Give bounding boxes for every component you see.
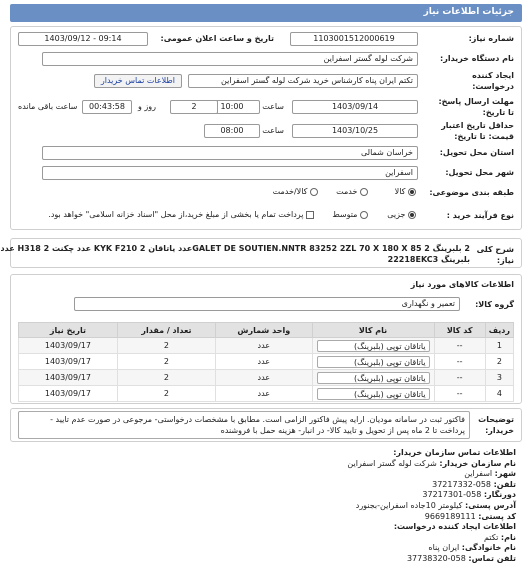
creator-section-title: اطلاعات ایجاد کننده درخواست: bbox=[393, 522, 516, 532]
contact-city: شهر: اسفراین bbox=[464, 469, 516, 479]
items-section-title: اطلاعات کالاهای مورد نیاز bbox=[410, 280, 514, 289]
item-name-cell bbox=[312, 338, 434, 354]
table-row bbox=[19, 386, 514, 402]
validity-label: حداقل تاریخ اعتبار قیمت: تا تاریخ: bbox=[441, 121, 514, 141]
row-number: 2 bbox=[485, 354, 513, 370]
page-header bbox=[10, 4, 522, 22]
category-goods-radio[interactable] bbox=[408, 188, 416, 196]
item-need-date: 1403/09/17 bbox=[19, 386, 118, 402]
buyer-contact-info bbox=[18, 448, 516, 565]
creator-last-name: نام خانوادگی: ایران پناه bbox=[428, 543, 516, 553]
item-need-date: 1403/09/17 bbox=[19, 338, 118, 354]
summary-text-line-2: بلبرینگ 22218EKC3 bbox=[387, 255, 470, 264]
category-service-radio[interactable] bbox=[360, 188, 368, 196]
item-quantity: 2 bbox=[117, 354, 215, 370]
summary-label: شرح کلی نیاز: bbox=[476, 245, 514, 265]
item-code: -- bbox=[434, 338, 485, 354]
validity-time-label: ساعت bbox=[262, 126, 284, 135]
item-name-cell bbox=[312, 386, 434, 402]
item-quantity: 2 bbox=[117, 386, 215, 402]
category-option-service[interactable]: خدمت bbox=[336, 187, 368, 196]
item-name: یاتاقان توپی (بلبرینگ) bbox=[317, 356, 430, 368]
item-need-date: 1403/09/17 bbox=[19, 354, 118, 370]
contact-fax: دورنگار: 058-37217301 bbox=[422, 490, 516, 500]
announce-datetime-label: تاریخ و ساعت اعلان عمومی: bbox=[160, 34, 274, 43]
page-title: جزئیات اطلاعات نیاز bbox=[423, 7, 514, 17]
col-unit: واحد شمارش bbox=[216, 323, 312, 338]
purchase-minor-radio[interactable] bbox=[408, 211, 416, 219]
row-number: 3 bbox=[485, 370, 513, 386]
item-quantity: 2 bbox=[117, 338, 215, 354]
col-need-date: تاریخ نیاز bbox=[19, 323, 118, 338]
category-label: طبقه بندی موضوعی: bbox=[429, 188, 514, 197]
table-row bbox=[19, 338, 514, 354]
creator-phone: تلفن تماس: 058-37738320 bbox=[406, 553, 516, 563]
item-code: -- bbox=[434, 354, 485, 370]
city-label: شهر محل تحویل: bbox=[445, 168, 514, 177]
contact-section-title: اطلاعات تماس سازمان خریدار: bbox=[393, 448, 516, 457]
item-need-date: 1403/09/17 bbox=[19, 370, 118, 386]
need-number-label: شماره نیاز: bbox=[468, 34, 514, 43]
table-row bbox=[19, 370, 514, 386]
items-table bbox=[18, 322, 514, 402]
days-label: روز و bbox=[138, 102, 156, 111]
item-quantity: 2 bbox=[117, 370, 215, 386]
item-unit: عدد bbox=[216, 338, 312, 354]
contact-phone: تلفن: 058-37217332 bbox=[432, 479, 516, 489]
item-name-cell bbox=[312, 354, 434, 370]
summary-text-line-1: 2 بلبرینگ GALET DE SOUTIEN.NNTR 83252 2ZL 70 X 180 X 85 2عدد یاتاقان KYK F210 2 عدد چکنت H318 2 عدد bbox=[0, 244, 470, 253]
treasury-payment-option[interactable]: پرداخت تمام یا بخشی از مبلغ خرید،از محل "اسناد خزانه اسلامی" خواهد بود. bbox=[48, 210, 314, 219]
contact-org: نام سازمان خریدار: شرکت لوله گستر اسفراین bbox=[347, 458, 516, 468]
buyer-contact-button[interactable] bbox=[94, 74, 182, 88]
purchase-medium-radio[interactable] bbox=[360, 211, 368, 219]
col-item-code: کد کالا bbox=[434, 323, 485, 338]
goods-group-field: تعمیر و نگهداری bbox=[74, 297, 460, 311]
remaining-time-field: 00:43:58 bbox=[82, 100, 132, 114]
col-quantity: تعداد / مقدار bbox=[117, 323, 215, 338]
summary-text bbox=[0, 243, 470, 265]
item-unit: عدد bbox=[216, 370, 312, 386]
purchase-type-label: نوع فرآیند خرید : bbox=[446, 211, 514, 220]
item-name: یاتاقان توپی (بلبرینگ) bbox=[317, 340, 430, 352]
buyer-notes-label: توضیحات خریدار: bbox=[478, 415, 514, 435]
category-goods-service-radio[interactable] bbox=[310, 188, 318, 196]
validity-date-field: 1403/10/25 bbox=[292, 124, 418, 138]
col-item-name: نام کالا bbox=[312, 323, 434, 338]
purchase-option-medium[interactable]: متوسط bbox=[332, 210, 368, 219]
deadline-time-label: ساعت bbox=[262, 102, 284, 111]
deadline-date-field: 1403/09/14 bbox=[292, 100, 418, 114]
goods-group-label: گروه کالا: bbox=[475, 300, 514, 309]
item-name: یاتاقان توپی (بلبرینگ) bbox=[317, 388, 430, 400]
buyer-contact-link[interactable]: اطلاعات تماس خریدار bbox=[100, 76, 175, 85]
purchase-option-minor[interactable]: جزیی bbox=[387, 210, 416, 219]
item-unit: عدد bbox=[216, 386, 312, 402]
deadline-label: مهلت ارسال پاسخ: تا تاریخ: bbox=[438, 97, 514, 117]
category-option-goods-service[interactable]: کالا/خدمت bbox=[273, 187, 318, 196]
row-number: 1 bbox=[485, 338, 513, 354]
buyer-notes-text: فاکتور ثبت در سامانه مودیان. ارایه پیش فاکتور الزامی است. مطابق با مشخصات درخواستی- مرجوعی در صورت عدم تایید - پرداخت تا 2 ماه پس از تحویل و تایید کالا- در انبار- هزینه حمل با فروشنده bbox=[18, 411, 470, 439]
buyer-name-field: شرکت لوله گستر اسفراین bbox=[42, 52, 418, 66]
remaining-time-label: ساعت باقی مانده bbox=[18, 102, 78, 111]
item-name: یاتاقان توپی (بلبرینگ) bbox=[317, 372, 430, 384]
item-unit: عدد bbox=[216, 354, 312, 370]
announce-datetime-field: 1403/09/12 - 09:14 bbox=[18, 32, 148, 46]
need-number-field: 1103001512000619 bbox=[290, 32, 418, 46]
col-row-number: ردیف bbox=[485, 323, 513, 338]
deadline-time-field: 10:00 bbox=[204, 100, 260, 114]
creator-first-name: نام: تکتم bbox=[483, 532, 516, 542]
buyer-name-label: نام دستگاه خریدار: bbox=[440, 54, 514, 63]
validity-time-field: 08:00 bbox=[204, 124, 260, 138]
treasury-payment-checkbox[interactable] bbox=[306, 211, 314, 219]
item-code: -- bbox=[434, 370, 485, 386]
row-number: 4 bbox=[485, 386, 513, 402]
contact-postal-code: کد پستی: 9669189111 bbox=[424, 511, 516, 521]
item-name-cell bbox=[312, 370, 434, 386]
creator-field: تکتم ایران پناه کارشناس خرید شرکت لوله گستر اسفراین bbox=[188, 74, 418, 88]
item-code: -- bbox=[434, 386, 485, 402]
contact-address: آدرس پستی: کیلومتر 10جاده اسفراین-بجنورد bbox=[355, 500, 516, 510]
creator-label: ایجاد کننده درخواست: bbox=[472, 71, 514, 91]
table-row bbox=[19, 354, 514, 370]
province-field: خراسان شمالی bbox=[42, 146, 418, 160]
remaining-days-field: 2 bbox=[170, 100, 218, 114]
category-option-goods[interactable]: کالا bbox=[395, 187, 416, 196]
items-table-header bbox=[19, 323, 514, 338]
city-field: اسفراین bbox=[42, 166, 418, 180]
province-label: استان محل تحویل: bbox=[439, 148, 514, 157]
